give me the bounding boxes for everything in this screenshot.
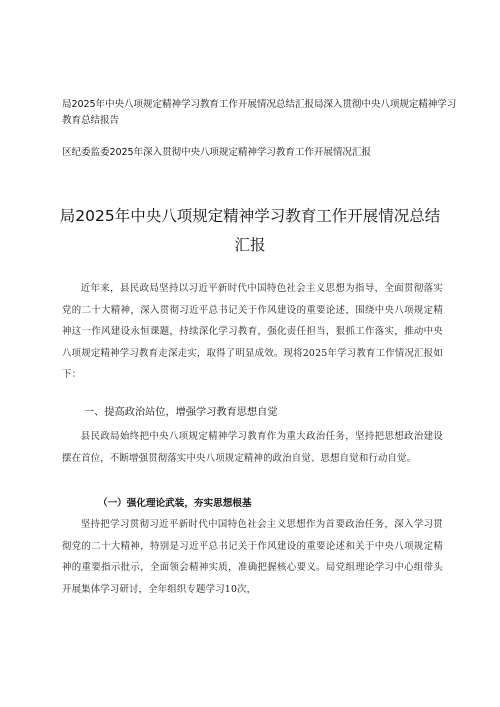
document-title-line-1: 局2025年中央八项规定精神学习教育工作开展情况总结	[59, 207, 441, 225]
document-title-line-2: 汇报	[234, 236, 266, 254]
subsection-1-heading: （一）强化理论武装，夯实思想根基	[98, 498, 252, 509]
section-1-paragraph: 县民政局始终把中央八项规定精神学习教育作为重大政治任务，坚持把思想政治建设摆在首位，不断增强贯彻落实中央八项规定精神的政治自觉、思想自觉和行动自觉。	[62, 431, 443, 464]
toc-entry-1[interactable]: 局2025年中央八项规定精神学习教育工作开展情况总结汇报局深入贯彻中央八项规定精神学习教育总结报告	[62, 99, 457, 126]
toc-entry-2[interactable]: 区纪委监委2025年深入贯彻中央八项规定精神学习教育工作开展情况汇报	[62, 147, 371, 158]
section-1-heading: 一、提高政治站位，增强学习教育思想自觉	[84, 407, 278, 418]
intro-paragraph: 近年来，县民政局坚持以习近平新时代中国特色社会主义思想为指导，全面贯彻落实党的二十大精神，深入贯彻习近平总书记关于作风建设的重要论述，围绕中央八项规定精神这一作风建设永恒课题，持续深化学习教育，强化责任担当，狠抓工作落实，推动中央八项规定精神学习教育走深走实，取得了明显成效。现将2025年学习教育工作情况汇报如下：	[62, 283, 443, 381]
subsection-1-paragraph: 坚持把学习贯彻习近平新时代中国特色社会主义思想作为首要政治任务，深入学习贯彻党的二十大精神，特别是习近平总书记关于作风建设的重要论述和关于中央八项规定精神的重要指示批示，全面领会精神实质，准确把握核心要义。局党组理论学习中心组带头开展集体学习研讨，全年组织专题学习10次，	[62, 519, 443, 595]
